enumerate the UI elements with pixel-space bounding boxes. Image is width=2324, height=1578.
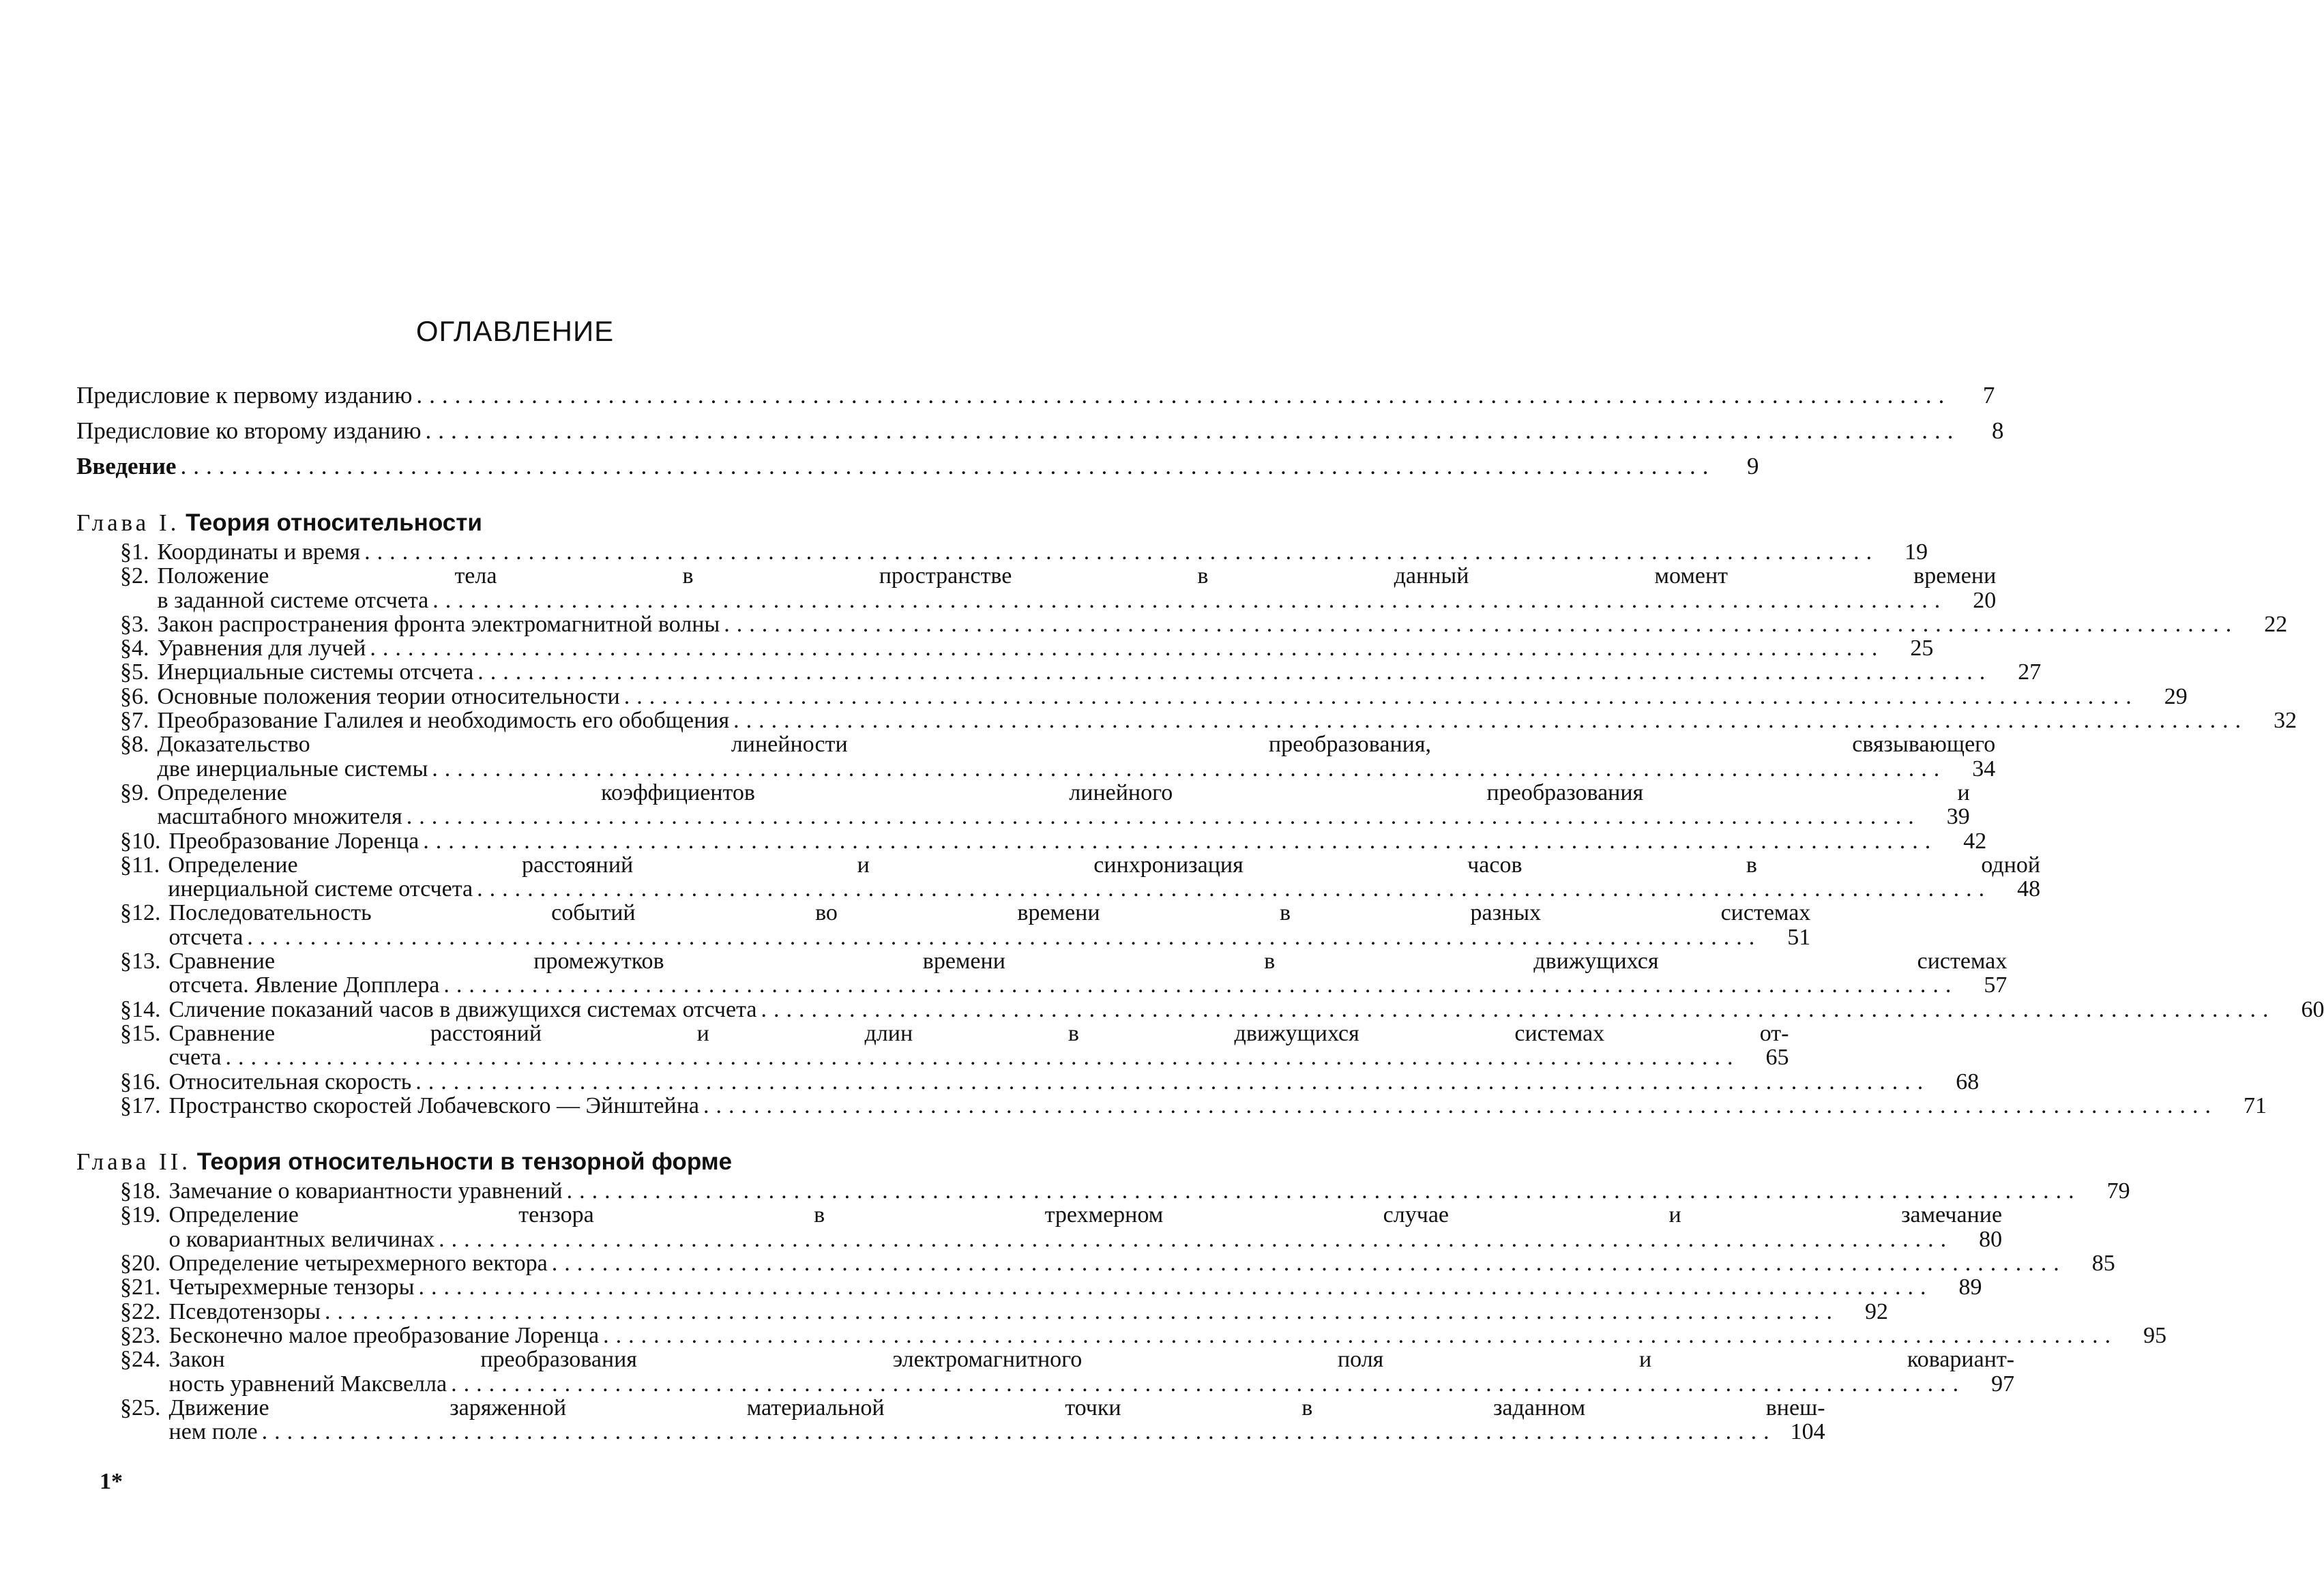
section-body [169,1179,2130,1203]
section-title-line [158,589,1997,612]
section-title-text: Замечание о ковариантности уравнений [168,1178,563,1204]
section-body [158,685,2188,709]
section-number: 22. [132,1298,161,1324]
section-title-line [158,612,2288,636]
page-number: 92 [1864,1298,1888,1324]
leader-dots: ........................................................................................................................ [261,1419,1776,1445]
section-title-line [169,1045,1789,1069]
toc-section[interactable] [76,1275,1982,1300]
section-title-line [169,1070,1980,1094]
page-number: 97 [1991,1371,2015,1397]
section-sign: § [120,1347,132,1373]
section-body [169,1022,1789,1070]
section-title-text: Закон распространения фронта электромагнитной волны [157,611,720,637]
section-title-text: ность уравнений Максвелла [168,1371,447,1397]
toc-section[interactable] [76,852,2041,902]
section-title-line: Определение тензора в трехмерном случае и замечание [168,1202,2003,1228]
section-title-line [169,829,1987,853]
section-sign: § [120,659,132,685]
toc-section[interactable] [76,683,2188,709]
section-sign: § [120,636,132,661]
section-sign: § [120,1202,132,1228]
toc-entry[interactable] [76,453,1759,479]
section-title-text: Четырехмерные тензоры [168,1275,415,1300]
entry-title: Предисловие ко второму изданию [76,417,422,444]
section-title-line [169,1372,2015,1396]
section-title-line [169,998,2324,1022]
leader-dots: ........................................................................................................................ [733,708,2248,734]
section-body [169,1300,1888,1324]
section-number: 9. [132,779,149,805]
section-title-line: Сравнение расстояний и длин в движущихся системах от- [168,1020,1789,1046]
section-title-text: масштабного множителя [157,804,402,830]
chapter-heading [76,1149,970,1175]
leader-dots: ........................................................................................................................ [603,1322,2118,1348]
leader-dots: ........................................................................................................................ [324,1298,1839,1324]
section-title-line [158,709,2297,732]
section-title-text: в заданной системе отсчета [157,587,429,613]
leader-dots: ........................................................................................................................ [477,659,1992,685]
page-number: 20 [1973,587,1997,613]
section-title-text: Сличение показаний часов в движущихся системах отсчета [168,996,757,1022]
section-title-text: о ковариантных величинах [168,1226,435,1252]
section-title-text: Преобразование Галилея и необходимость его обобщения [157,708,730,734]
signature-mark: 1* [100,1469,123,1494]
toc-section[interactable] [76,539,1928,565]
section-title-line [158,636,1934,660]
section-sign: § [120,779,132,805]
section-sign: § [120,1298,132,1324]
section-number: 17. [132,1092,161,1118]
section-sign: § [120,852,132,878]
section-title-line [169,925,1811,949]
section-title-line [169,1324,2167,1348]
leader-dots: ........................................................................................................................ [623,683,2138,709]
toc-section[interactable] [76,708,2297,734]
page-number: 65 [1765,1045,1789,1071]
toc-section[interactable] [76,1251,2115,1277]
page-number: 95 [2143,1322,2167,1348]
section-title-line [169,1275,1982,1299]
section-title-line [169,1227,2003,1251]
toc-section[interactable] [76,659,2042,685]
section-number: 11. [132,852,160,878]
section-number: 6. [132,683,149,709]
toc-section[interactable] [76,996,2324,1022]
toc-section[interactable] [76,1347,2015,1397]
section-number: 2. [132,563,149,589]
section-sign: § [120,900,132,926]
section-body [169,1094,2267,1118]
section-number: 10. [132,828,161,854]
section-number: 1. [132,539,149,565]
section-title-line [158,685,2188,709]
section-number: 18. [132,1178,161,1204]
section-number: 20. [132,1251,161,1277]
section-body [158,540,1928,564]
section-sign: § [120,1178,132,1204]
section-title-text: Преобразование Лоренца [168,828,420,854]
leader-dots: ........................................................................................................................ [477,876,1992,902]
section-sign: § [120,732,132,758]
section-sign: § [120,949,132,974]
section-number: 3. [132,611,149,637]
page-number: 39 [1946,804,1970,830]
leader-dots: ........................................................................................................................ [180,453,1716,479]
section-sign: § [120,996,132,1022]
section-sign: § [120,1092,132,1118]
section-title-text: нем поле [168,1419,258,1445]
chapter-label: Глава II. [76,1148,192,1176]
section-body [169,1396,1825,1444]
section-number: 7. [132,708,149,734]
section-sign: § [120,1275,132,1300]
section-title-line [169,1300,1888,1324]
leader-dots: ........................................................................................................................ [418,1275,1933,1300]
section-number: 23. [132,1322,161,1348]
section-body [168,853,2040,902]
page-number: 9 [1746,453,1759,479]
section-title-line [158,660,2042,684]
section-number: 25. [132,1395,161,1420]
section-body [169,998,2324,1022]
page-number: 68 [1956,1069,1980,1095]
section-body [169,901,1811,949]
section-number: 21. [132,1275,161,1300]
section-body [169,1203,2003,1251]
chapter-heading [76,510,970,536]
page-number: 8 [1992,417,2004,444]
page-title: ОГЛАВЛЕНИЕ [415,315,615,347]
section-title-text: Основные положения теории относительности [157,683,620,709]
page-number: 22 [2264,611,2288,637]
section-title-line [169,973,2007,997]
leader-dots: ........................................................................................................................ [724,611,2239,637]
toc-section[interactable] [76,611,2288,637]
section-number: 19. [132,1202,161,1228]
section-body [169,1070,1980,1094]
section-number: 14. [132,996,161,1022]
page-number: 42 [1963,828,1987,854]
section-sign: § [120,828,132,854]
section-title-line: Положение тела в пространстве в данный момент времени [157,563,1997,589]
section-title-text: Определение четырехмерного вектора [168,1251,548,1277]
leader-dots: ........................................................................................................................ [364,539,1879,565]
page-number: 27 [2018,659,2042,685]
section-number: 4. [132,636,149,661]
section-body [158,612,2288,636]
section-number: 8. [132,732,149,758]
section-body [169,1275,1982,1299]
page-number: 51 [1787,924,1811,950]
section-title-text: Пространство скоростей Лобачевского — Эйнштейна [168,1092,700,1118]
section-number: 15. [132,1020,161,1046]
section-title-text: Бесконечно малое преобразование Лоренца [168,1322,600,1348]
section-body [169,1348,2015,1396]
section-title-text: Инерциальные системы отсчета [157,659,474,685]
section-sign: § [120,563,132,589]
toc-section[interactable] [76,1178,2130,1204]
section-body [158,660,2042,684]
chapter-label: Глава I. [76,509,180,536]
chapters [76,509,2324,1445]
front-matter [76,382,2004,479]
section-number: 24. [132,1347,161,1373]
section-title-line: Определение расстояний и синхронизация часов в одной [168,852,2041,878]
section-sign: § [120,1322,132,1348]
section-number: 5. [132,659,149,685]
section-title-text: счета [168,1045,222,1071]
leader-dots: ........................................................................................................................ [761,996,2276,1022]
toc-section[interactable] [76,1069,1980,1095]
leader-dots: ........................................................................................................................ [566,1178,2081,1204]
section-sign: § [120,683,132,709]
page-number: 79 [2106,1178,2130,1204]
page-number: 7 [1982,382,1995,408]
toc-section[interactable] [76,1322,2167,1348]
section-title-text: инерциальной системе отсчета [168,876,473,902]
section-title-line [158,805,1970,829]
section-number: 16. [132,1069,161,1095]
page-number: 85 [2091,1251,2115,1277]
page-number: 57 [1984,972,2007,998]
leader-dots: ........................................................................................................................ [415,1069,1930,1095]
page-number: 89 [1958,1275,1982,1300]
toc-section[interactable] [76,828,1987,854]
entry-title: Предисловие к первому изданию [76,382,413,408]
section-body [158,709,2297,732]
section-title-line [169,1179,2130,1203]
section-title-line: Закон преобразования электромагнитного поля и ковариант- [168,1347,2015,1373]
toc-section[interactable] [76,1092,2267,1118]
section-title-text: Относительная скорость [168,1069,412,1095]
section-title-line: Доказательство линейности преобразования, связывающего [157,732,1996,758]
section-title-line [169,1251,2115,1275]
section-title-text: Координаты и время [157,539,361,565]
section-body [169,949,2007,998]
toc-section[interactable] [76,732,1996,781]
toc-section[interactable] [76,949,2007,998]
page-number: 29 [2164,683,2188,709]
toc-section[interactable] [76,563,1997,613]
leader-dots: ........................................................................................................................ [423,828,1938,854]
section-title-line: Движение заряженной материальной точки в заданном внеш- [168,1395,1825,1420]
toc-entry[interactable] [76,382,1995,408]
section-body [158,636,1934,660]
section-number: 13. [132,949,161,974]
section-sign: § [120,1069,132,1095]
toc-section[interactable] [76,1202,2003,1252]
section-body [158,781,1970,829]
section-sign: § [120,708,132,734]
section-sign: § [120,1020,132,1046]
section-title-line: Определение коэффициентов линейного преобразования и [157,779,1970,805]
leader-dots: ........................................................................................................................ [247,924,1762,950]
page-number: 34 [1972,756,1996,781]
toc-section[interactable] [76,779,1970,830]
section-body [158,564,1997,612]
section-title-line: Последовательность событий во времени в разных системах [168,900,1811,926]
section-title-text: отсчета. Явление Допплера [168,972,440,998]
section-sign: § [120,539,132,565]
section-body [169,1251,2115,1275]
toc-section[interactable] [76,1395,1825,1445]
entry-title: Введение [76,453,177,479]
section-title-text: отсчета [168,924,244,950]
toc-section[interactable] [76,1298,1888,1324]
toc-section[interactable] [76,900,1811,950]
section-title-line [169,1094,2267,1118]
toc-section[interactable] [76,636,1934,661]
page-number: 71 [2244,1092,2267,1118]
leader-dots: ........................................................................................................................ [370,636,1885,661]
page-number: 60 [2301,996,2324,1022]
page-number: 32 [2274,708,2297,734]
leader-dots: ........................................................................................................................ [703,1092,2218,1118]
section-title-text: Уравнения для лучей [157,636,366,661]
page-number: 80 [1979,1226,2003,1252]
section-title-text: две инерциальные системы [157,756,428,781]
table-of-contents [76,382,2324,1445]
section-title-text: Псевдотензоры [168,1298,321,1324]
leader-dots: ........................................................................................................................ [551,1251,2066,1277]
page-number: 48 [2017,876,2041,902]
leader-dots: ........................................................................................................................ [432,587,1947,613]
section-sign: § [120,1395,132,1420]
chapter-title: Теория относительности [186,509,482,536]
page-number: 19 [1904,539,1928,565]
section-sign: § [120,1251,132,1277]
chapter-title: Теория относительности в тензорной форме [196,1148,733,1176]
page-number: 25 [1910,636,1934,661]
leader-dots: ........................................................................................................................ [406,804,1921,830]
leader-dots: ........................................................................................................................ [416,382,1952,408]
section-sign: § [120,611,132,637]
leader-dots: ........................................................................................................................ [443,972,1958,998]
section-body [169,829,1987,853]
toc-section[interactable] [76,1020,1789,1071]
section-title-line [158,540,1928,564]
leader-dots: ........................................................................................................................ [439,1226,1954,1252]
page-number: 104 [1790,1419,1825,1445]
leader-dots: ........................................................................................................................ [425,417,1960,444]
toc-entry[interactable] [76,417,2004,444]
section-body [158,732,1996,781]
section-number: 12. [132,900,161,926]
leader-dots: ........................................................................................................................ [451,1371,1966,1397]
section-body [169,1324,2167,1348]
leader-dots: ........................................................................................................................ [432,756,1947,781]
section-title-line [168,877,2040,901]
section-title-line [169,1420,1825,1444]
section-title-line [158,757,1996,781]
section-title-line: Сравнение промежутков времени в движущихся системах [168,949,2007,974]
leader-dots: ........................................................................................................................ [225,1045,1740,1071]
